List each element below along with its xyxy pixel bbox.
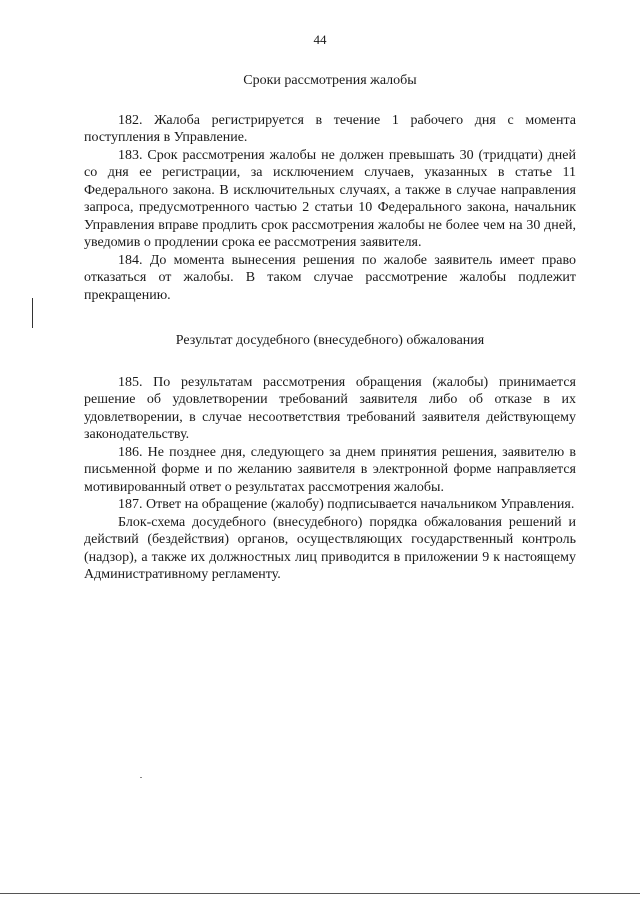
paragraph-187: 187. Ответ на обращение (жалобу) подписывается начальником Управления. (118, 497, 575, 512)
page-number: 44 (313, 32, 327, 47)
section-heading-review-terms: Сроки рассмотрения жалобы (243, 73, 417, 88)
paragraph-183: 183. Срок рассмотрения жалобы не должен превышать 30 (тридцати) дней со дня ее регистрации, за исключением случаев, указанных в статье 11 Федерального закона. В исключительных случаях, а также в случае направления запроса, предусмотренного частью 2 статьи 10 Федерального закона, начальник Управления вправе продлить срок рассмотрения жалобы не более чем на 30 дней, уведомив о продлении срока ее рассмотрения заявителя. (84, 147, 576, 250)
section-heading-appeal-result: Результат досудебного (внесудебного) обжалования (175, 333, 485, 348)
paragraph-flowchart-reference: Блок-схема досудебного (внесудебного) порядка обжалования решений и действий (бездействия) органов, осуществляющих государственный контроль (надзор), а также их должностных лиц приводится в приложении 9 к настоящему Административному регламенту. (84, 514, 576, 582)
paragraph-186: 186. Не позднее дня, следующего за днем принятия решения, заявителю в письменной форме и по желанию заявителя в электронной форме направляется мотивированный ответ о результатах рассмотрения жалобы. (84, 444, 576, 495)
paragraph-182: 182. Жалоба регистрируется в течение 1 рабочего дня с момента поступления в Управление. (84, 112, 576, 145)
margin-mark (32, 298, 33, 328)
paragraph-184: 184. До момента вынесения решения по жалобе заявитель имеет право отказаться от жалобы. В таком случае рассмотрение жалобы подлежит прекращению. (84, 252, 576, 303)
document-body (84, 72, 576, 584)
paragraph-185: 185. По результатам рассмотрения обращения (жалобы) принимается решение об удовлетворении требований заявителя либо об отказе в их удовлетворении, в случае несоответствия требований заявителя действующему законодательству. (84, 374, 576, 442)
scan-speck (140, 777, 142, 778)
bottom-rule (0, 893, 640, 894)
